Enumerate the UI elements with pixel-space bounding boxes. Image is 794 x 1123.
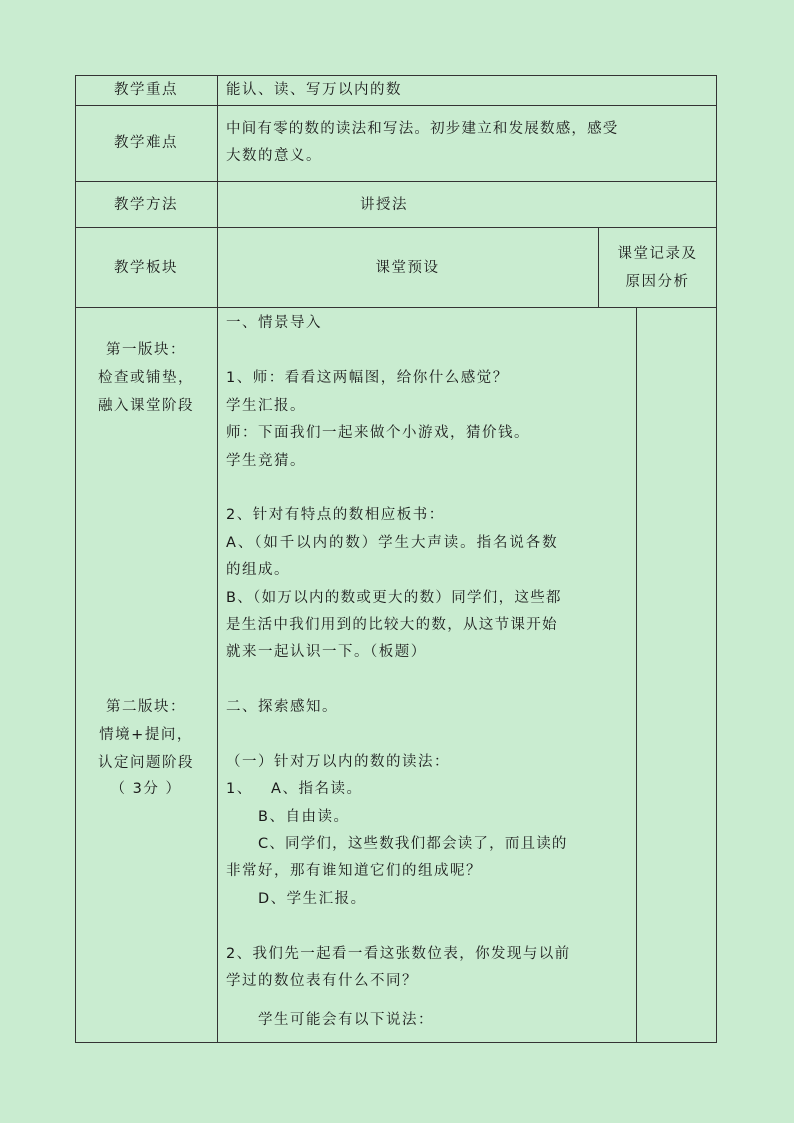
content-line: 就来一起认识一下。（板题） xyxy=(226,644,427,660)
difficulty-line2: 大数的意义。 xyxy=(226,148,322,164)
content-line: 一、情景导入 xyxy=(226,315,322,331)
content-line: A、（如千以内的数）学生大声读。指名说各数 xyxy=(226,535,559,551)
content-line: B、自由读。 xyxy=(258,809,350,825)
block2-line2: 情境+提问， xyxy=(99,727,193,743)
method-content: 讲授法 xyxy=(360,197,408,213)
content-line: （一）针对万以内的数的读法： xyxy=(226,754,450,770)
method-label: 教学方法 xyxy=(114,197,178,213)
content-line: D、学生汇报。 xyxy=(258,891,367,907)
content-line: 2、我们先一起看一看这张数位表，你发现与以前 xyxy=(226,946,571,962)
block1-line1: 第一版块： xyxy=(106,342,186,358)
content-line: 是生活中我们用到的比较大的数，从这节课开始 xyxy=(226,617,558,633)
content-line: 2、针对有特点的数相应板书： xyxy=(226,507,445,523)
record-header-line2: 原因分析 xyxy=(625,274,690,290)
content-line: 学生竞猜。 xyxy=(226,453,306,469)
content-line: 学过的数位表有什么不同？ xyxy=(226,973,418,989)
block1-line3: 融入课堂阶段 xyxy=(98,398,194,414)
content-line: 1、 A、指名读。 xyxy=(226,781,363,797)
focus-label: 教学重点 xyxy=(114,82,178,98)
content-line: 师：下面我们一起来做个小游戏，猜价钱。 xyxy=(226,425,530,441)
difficulty-label: 教学难点 xyxy=(114,135,178,151)
block2-line1: 第二版块： xyxy=(106,699,186,715)
content-line: 的组成。 xyxy=(226,562,290,578)
block2-line4: （ 3分 ） xyxy=(110,781,182,797)
content-line: 学生汇报。 xyxy=(226,398,306,414)
content-line: C、同学们，这些数我们都会读了，而且读的 xyxy=(258,836,568,852)
block-header-label: 教学板块 xyxy=(114,260,178,276)
content-line: 非常好，那有谁知道它们的组成呢？ xyxy=(226,863,482,879)
record-header-line1: 课堂记录及 xyxy=(617,246,698,262)
content-line: 二、探索感知。 xyxy=(226,699,338,715)
focus-content: 能认、读、写万以内的数 xyxy=(226,82,402,98)
block1-line2: 检查或铺垫， xyxy=(98,370,194,386)
plan-header: 课堂预设 xyxy=(375,260,440,276)
difficulty-line1: 中间有零的数的读法和写法。初步建立和发展数感，感受 xyxy=(226,121,619,137)
content-line: 1、师：看看这两幅图，给你什么感觉？ xyxy=(226,370,509,386)
content-line: 学生可能会有以下说法： xyxy=(258,1012,434,1028)
block2-line3: 认定问题阶段 xyxy=(98,755,194,771)
content-line: B、（如万以内的数或更大的数）同学们，这些都 xyxy=(226,590,562,606)
